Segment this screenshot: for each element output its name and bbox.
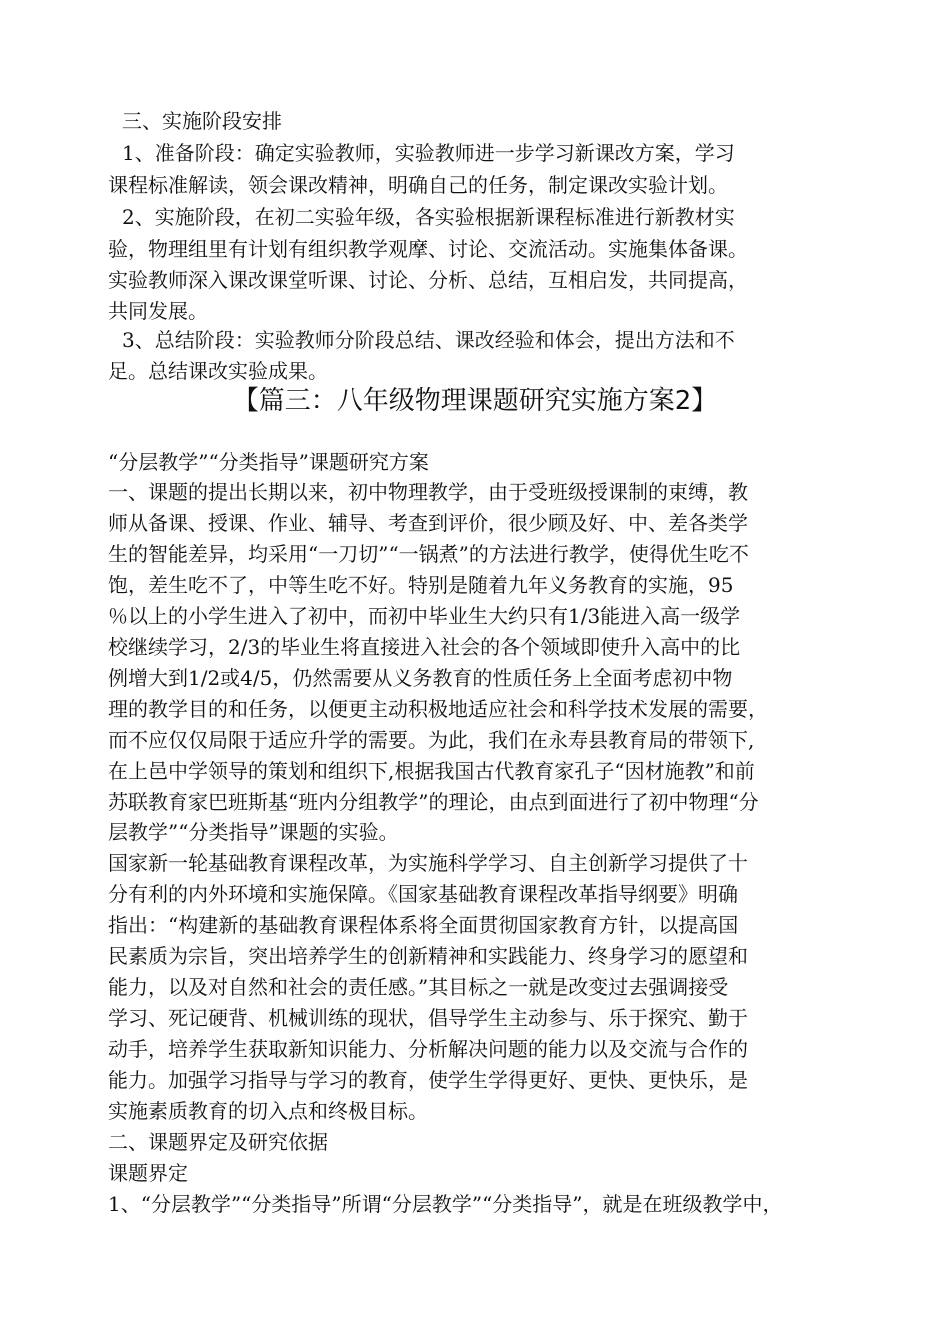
- article-title: 【篇三：八年级物理课题研究实施方案2】: [232, 386, 718, 416]
- section-heading: 三、实施阶段安排: [122, 109, 282, 133]
- text-line: 课程标准解读，领会课改精神，明确自己的任务，制定课改实验计划。: [108, 173, 728, 197]
- text-line: ％以上的小学生进入了初中，而初中毕业生大约只有1/3能进入高一级学: [108, 604, 741, 628]
- text-line: 师从备课、授课、作业、辅导、考查到评价，很少顾及好、中、差各类学: [108, 511, 748, 535]
- text-line: 共同发展。: [108, 299, 208, 323]
- text-line: 校继续学习，2/3的毕业生将直接进入社会的各个领域即使升入高中的比: [108, 635, 741, 659]
- text-line: 分有利的内外环境和实施保障。《国家基础教育课程改革指导纲要》明确: [108, 882, 738, 906]
- text-line: 一、课题的提出长期以来，初中物理教学，由于受班级授课制的束缚，教: [108, 480, 748, 504]
- text-line: 实验教师深入课改课堂听课、讨论、分析、总结，互相启发，共同提高，: [108, 268, 748, 292]
- text-line: 能力，以及对自然和社会的责任感。”其目标之一就是改变过去强调接受: [108, 975, 729, 999]
- text-line: 实施素质教育的切入点和终极目标。: [108, 1099, 428, 1123]
- text-line: 苏联教育家巴班斯基“班内分组教学”的理论，由点到面进行了初中物理“分: [108, 790, 759, 814]
- text-line: 能力。加强学习指导与学习的教育，使学生学得更好、更快、更快乐，是: [108, 1068, 748, 1092]
- text-line: 学习、死记硬背、机械训练的现状，倡导学生主动参与、乐于探究、勤于: [108, 1006, 748, 1030]
- text-line: 足。总结课改实验成果。: [108, 359, 328, 383]
- sub-heading: 课题界定: [108, 1161, 188, 1185]
- text-line: 而不应仅仅局限于适应升学的需要。为此，我们在永寿县教育局的带领下,: [108, 728, 755, 752]
- subtitle: “分层教学”“分类指导”课题研究方案: [108, 450, 429, 474]
- text-line: 动手，培养学生获取新知识能力、分析解决问题的能力以及交流与合作的: [108, 1037, 748, 1061]
- text-line: 1、“分层教学”“分类指导”所谓“分层教学”“分类指导”，就是在班级教学中，: [108, 1192, 783, 1216]
- section-heading: 二、课题界定及研究依据: [108, 1130, 328, 1154]
- text-line: 2、实施阶段，在初二实验年级，各实验根据新课程标准进行新教材实: [122, 205, 735, 229]
- text-line: 民素质为宗旨，突出培养学生的创新精神和实践能力、终身学习的愿望和: [108, 944, 748, 968]
- text-line: 3、总结阶段：实验教师分阶段总结、课改经验和体会，提出方法和不: [122, 328, 735, 352]
- text-line: 在上邑中学领导的策划和组织下,根据我国古代教育家孔子“因材施教”和前: [108, 759, 755, 783]
- text-line: 验，物理组里有计划有组织教学观摩、讨论、交流活动。实施集体备课。: [108, 237, 748, 261]
- text-line: 层教学”“分类指导”课题的实验。: [108, 820, 399, 844]
- text-line: 国家新一轮基础教育课程改革，为实施科学学习、自主创新学习提供了十: [108, 851, 748, 875]
- text-line: 生的智能差异，均采用“一刀切”“一锅煮”的方法进行教学，使得优生吃不: [108, 542, 749, 566]
- text-line: 例增大到1/2或4/5，仍然需要从义务教育的性质任务上全面考虑初中物: [108, 666, 733, 690]
- text-line: 1、准备阶段：确定实验教师，实验教师进一步学习新课改方案，学习: [122, 141, 735, 165]
- text-line: 理的教学目的和任务，以便更主动积极地适应社会和科学技术发展的需要，: [108, 697, 768, 721]
- text-line: 指出：“构建新的基础教育课程体系将全面贯彻国家教育方针，以提高国: [108, 913, 739, 937]
- text-line: 饱，差生吃不了，中等生吃不好。特别是随着九年义务教育的实施，95: [108, 573, 734, 597]
